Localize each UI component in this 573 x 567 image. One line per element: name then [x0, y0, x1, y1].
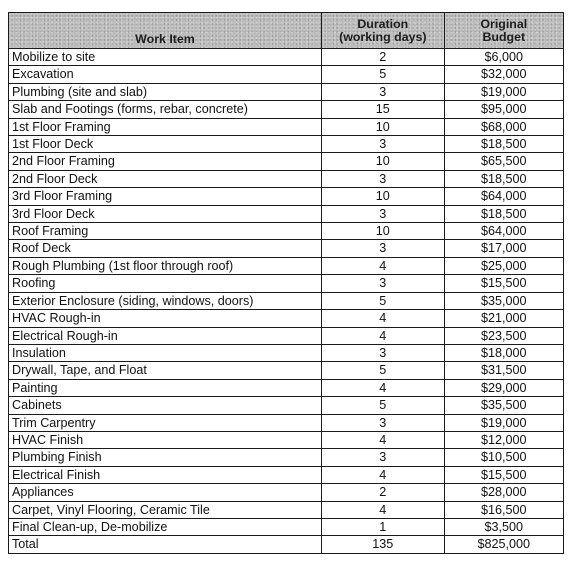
budget-cell: $95,000 [444, 101, 563, 118]
work-item-cell: HVAC Rough-in [9, 310, 322, 327]
table-row [9, 484, 564, 501]
duration-cell: 2 [322, 49, 445, 66]
work-item-cell: Electrical Finish [9, 466, 322, 483]
work-item-cell: Plumbing (site and slab) [9, 83, 322, 100]
budget-cell: $64,000 [444, 188, 563, 205]
duration-cell: 3 [322, 240, 445, 257]
table-row [9, 118, 564, 135]
table-row [9, 188, 564, 205]
work-item-cell: Excavation [9, 66, 322, 83]
duration-cell: 5 [322, 362, 445, 379]
budget-cell: $19,000 [444, 83, 563, 100]
table-row [9, 153, 564, 170]
work-item-cell: Insulation [9, 344, 322, 361]
table-row [9, 362, 564, 379]
budget-cell: $35,000 [444, 292, 563, 309]
work-item-cell: Appliances [9, 484, 322, 501]
budget-cell: $15,500 [444, 466, 563, 483]
duration-cell: 10 [322, 223, 445, 240]
table-row [9, 501, 564, 518]
duration-cell: 4 [322, 327, 445, 344]
work-item-cell: Roof Deck [9, 240, 322, 257]
table-row [9, 431, 564, 448]
duration-cell: 3 [322, 170, 445, 187]
table-row [9, 240, 564, 257]
work-item-cell: Mobilize to site [9, 49, 322, 66]
duration-cell: 10 [322, 153, 445, 170]
duration-cell: 3 [322, 136, 445, 153]
table-row [9, 327, 564, 344]
duration-cell: 3 [322, 414, 445, 431]
budget-cell: $35,500 [444, 397, 563, 414]
table-row [9, 379, 564, 396]
duration-cell: 4 [322, 310, 445, 327]
budget-cell: $68,000 [444, 118, 563, 135]
table-row [9, 414, 564, 431]
total-duration-cell: 135 [322, 536, 445, 553]
duration-cell: 3 [322, 275, 445, 292]
budget-cell: $28,000 [444, 484, 563, 501]
budget-cell: $12,000 [444, 431, 563, 448]
table-row [9, 466, 564, 483]
budget-document [8, 12, 564, 554]
table-row [9, 136, 564, 153]
duration-cell: 1 [322, 518, 445, 535]
work-item-cell: Trim Carpentry [9, 414, 322, 431]
work-item-cell: Roof Framing [9, 223, 322, 240]
duration-cell: 2 [322, 484, 445, 501]
duration-cell: 5 [322, 292, 445, 309]
work-item-cell: Roofing [9, 275, 322, 292]
table-row [9, 223, 564, 240]
budget-cell: $64,000 [444, 223, 563, 240]
budget-cell: $18,500 [444, 205, 563, 222]
work-item-cell: 2nd Floor Framing [9, 153, 322, 170]
budget-cell: $65,500 [444, 153, 563, 170]
table-row [9, 49, 564, 66]
budget-cell: $25,000 [444, 257, 563, 274]
budget-cell: $3,500 [444, 518, 563, 535]
work-item-cell: Plumbing Finish [9, 449, 322, 466]
table-row [9, 518, 564, 535]
header-duration-line2: (working days) [339, 29, 427, 44]
table-row [9, 310, 564, 327]
table-row [9, 257, 564, 274]
budget-cell: $18,500 [444, 136, 563, 153]
budget-cell: $16,500 [444, 501, 563, 518]
work-item-cell: HVAC Finish [9, 431, 322, 448]
budget-cell: $17,000 [444, 240, 563, 257]
table-body [9, 49, 564, 554]
duration-cell: 15 [322, 101, 445, 118]
total-row [9, 536, 564, 553]
budget-cell: $32,000 [444, 66, 563, 83]
table-row [9, 101, 564, 118]
work-item-cell: 1st Floor Deck [9, 136, 322, 153]
work-item-budget-table [8, 12, 564, 554]
work-item-cell: Painting [9, 379, 322, 396]
header-row [9, 13, 564, 49]
header-budget-line1: Original [480, 16, 528, 31]
budget-cell: $10,500 [444, 449, 563, 466]
budget-cell: $6,000 [444, 49, 563, 66]
duration-cell: 4 [322, 379, 445, 396]
duration-cell: 10 [322, 118, 445, 135]
header-duration [322, 13, 445, 49]
table-row [9, 83, 564, 100]
work-item-cell: Carpet, Vinyl Flooring, Ceramic Tile [9, 501, 322, 518]
work-item-cell: Slab and Footings (forms, rebar, concrete) [9, 101, 322, 118]
work-item-cell: 3rd Floor Framing [9, 188, 322, 205]
duration-cell: 10 [322, 188, 445, 205]
header-budget-line2: Budget [482, 29, 526, 44]
table-row [9, 292, 564, 309]
work-item-cell: Cabinets [9, 397, 322, 414]
duration-cell: 4 [322, 257, 445, 274]
table-header [9, 13, 564, 49]
work-item-cell: 2nd Floor Deck [9, 170, 322, 187]
duration-cell: 5 [322, 66, 445, 83]
table-row [9, 170, 564, 187]
duration-cell: 4 [322, 501, 445, 518]
table-row [9, 449, 564, 466]
work-item-cell: Final Clean-up, De-mobilize [9, 518, 322, 535]
work-item-cell: 3rd Floor Deck [9, 205, 322, 222]
duration-cell: 3 [322, 205, 445, 222]
budget-cell: $29,000 [444, 379, 563, 396]
table-row [9, 66, 564, 83]
budget-cell: $18,000 [444, 344, 563, 361]
duration-cell: 3 [322, 83, 445, 100]
duration-cell: 4 [322, 466, 445, 483]
header-work-item [9, 13, 322, 49]
work-item-cell: 1st Floor Framing [9, 118, 322, 135]
table-row [9, 344, 564, 361]
duration-cell: 3 [322, 344, 445, 361]
header-work-item-label: Work Item [135, 32, 195, 46]
table-row [9, 205, 564, 222]
budget-cell: $31,500 [444, 362, 563, 379]
work-item-cell: Electrical Rough-in [9, 327, 322, 344]
work-item-cell: Rough Plumbing (1st floor through roof) [9, 257, 322, 274]
total-label-cell: Total [9, 536, 322, 553]
duration-cell: 5 [322, 397, 445, 414]
table-row [9, 275, 564, 292]
duration-cell: 3 [322, 449, 445, 466]
budget-cell: $19,000 [444, 414, 563, 431]
budget-cell: $21,000 [444, 310, 563, 327]
header-duration-line1: Duration [357, 16, 409, 31]
work-item-cell: Exterior Enclosure (siding, windows, doors) [9, 292, 322, 309]
table-row [9, 397, 564, 414]
budget-cell: $23,500 [444, 327, 563, 344]
work-item-cell: Drywall, Tape, and Float [9, 362, 322, 379]
total-budget-cell: $825,000 [444, 536, 563, 553]
header-budget [444, 13, 563, 49]
budget-cell: $18,500 [444, 170, 563, 187]
budget-cell: $15,500 [444, 275, 563, 292]
duration-cell: 4 [322, 431, 445, 448]
